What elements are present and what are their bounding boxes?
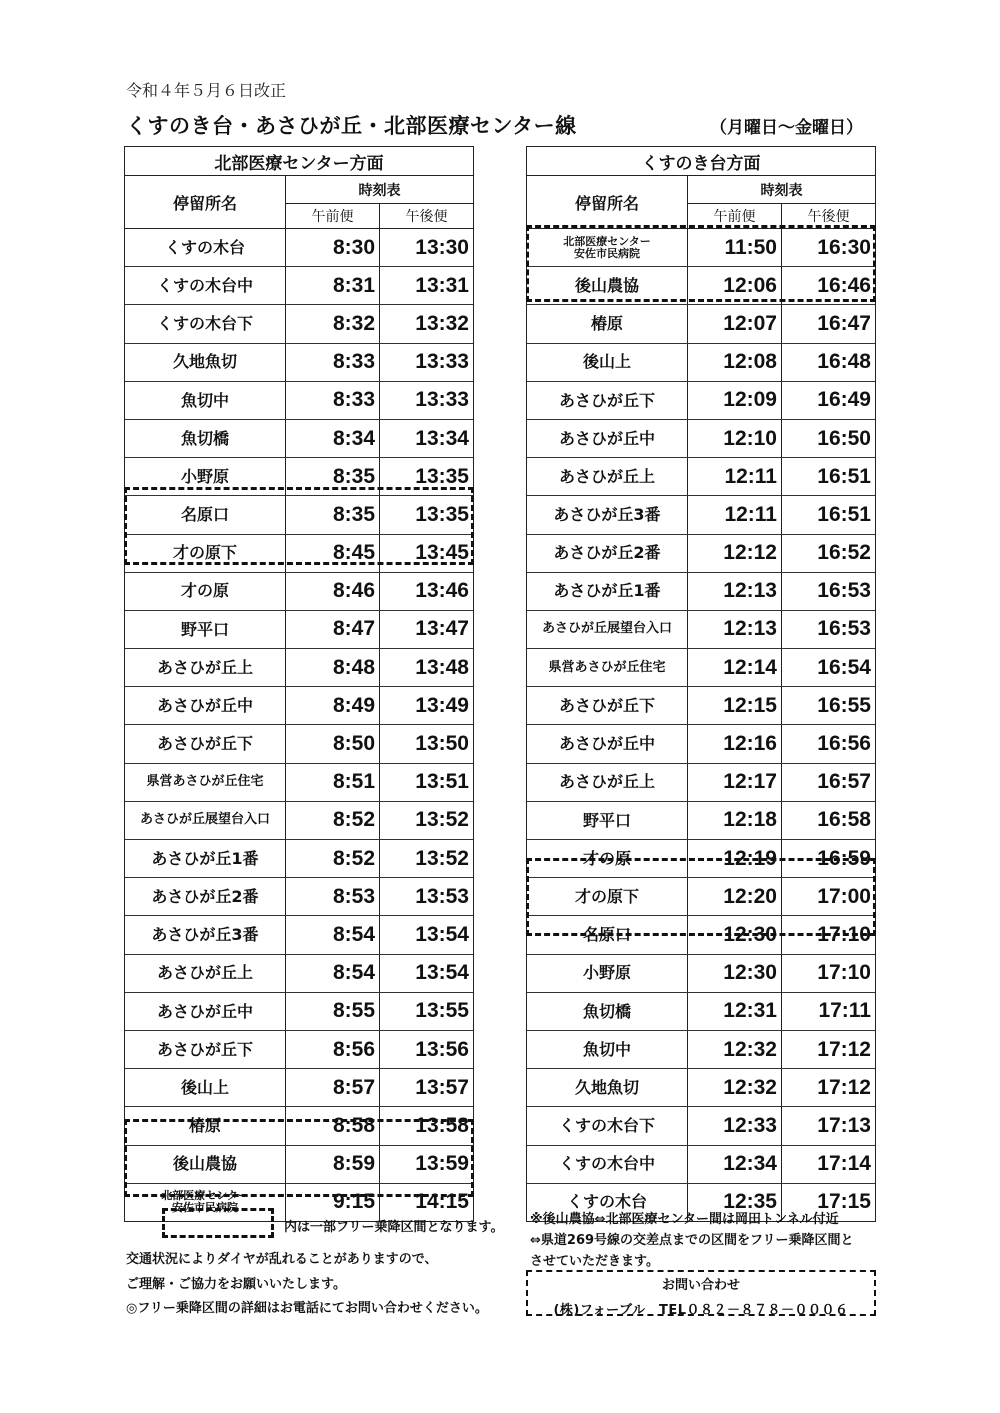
stop-name: あさひが丘1番	[527, 573, 688, 610]
stop-name: あさひが丘下	[527, 687, 688, 724]
am-departure-time: 8:53	[286, 878, 380, 915]
pm-departure-time: 17:12	[817, 1037, 871, 1061]
pm-departure-time: 13:35	[415, 464, 469, 488]
pm-header: 午後便	[405, 209, 448, 225]
stop-name: あさひが丘上	[125, 955, 286, 992]
am-departure-time: 8:30	[286, 229, 380, 266]
stop-name: 椿原	[125, 1107, 286, 1144]
stop-name-header: 停留所名	[125, 176, 286, 228]
am-departure-time: 12:11	[688, 496, 782, 533]
table-row	[527, 764, 875, 802]
stop-name: あさひが丘3番	[527, 496, 688, 533]
pm-departure-time: 13:35	[415, 502, 469, 526]
table-row	[527, 573, 875, 611]
am-departure-time: 12:06	[688, 267, 782, 304]
pm-departure-time: 16:51	[817, 464, 871, 488]
am-departure-time: 8:58	[286, 1107, 380, 1144]
table-row	[527, 687, 875, 725]
stop-name: 椿原	[527, 305, 688, 342]
pm-departure-time: 13:49	[415, 693, 469, 717]
table-row	[125, 802, 473, 840]
table-row	[527, 611, 875, 649]
table-row	[125, 878, 473, 916]
am-departure-time: 12:11	[688, 458, 782, 495]
stop-name: 県営あさひが丘住宅	[125, 764, 286, 801]
stop-name: 後山農協	[125, 1146, 286, 1183]
pm-departure-time: 16:53	[817, 617, 871, 641]
pm-departure-time: 13:53	[415, 884, 469, 908]
table-row	[125, 1069, 473, 1107]
am-departure-time: 8:52	[286, 840, 380, 877]
pm-departure-time: 13:32	[415, 311, 469, 335]
stop-name: あさひが丘中	[527, 420, 688, 457]
table-row	[527, 267, 875, 305]
direction-heading: くすのき台方面	[527, 147, 875, 176]
am-departure-time: 12:32	[688, 1069, 782, 1106]
stop-name: 小野原	[527, 955, 688, 992]
stop-name: くすの木台	[527, 1184, 688, 1221]
am-departure-time: 12:31	[688, 993, 782, 1030]
column-headers	[125, 176, 473, 229]
pm-departure-time: 16:56	[817, 732, 871, 756]
note-line: ご理解・ご協力をお願いいたします。	[126, 1277, 346, 1292]
stop-name: あさひが丘中	[125, 993, 286, 1030]
am-departure-time: 8:52	[286, 802, 380, 839]
table-row	[527, 496, 875, 534]
table-row	[527, 1069, 875, 1107]
am-departure-time: 12:14	[688, 649, 782, 686]
am-departure-time: 12:30	[688, 916, 782, 953]
pm-departure-time: 13:33	[415, 350, 469, 374]
stop-name: あさひが丘下	[125, 1031, 286, 1068]
pm-departure-time: 16:47	[817, 311, 871, 335]
stop-name: 久地魚切	[125, 344, 286, 381]
direction-heading: 北部医療センター方面	[125, 147, 473, 176]
pm-departure-time: 17:00	[817, 884, 871, 908]
free-zone-note: させていただきます。	[530, 1254, 659, 1269]
am-departure-time: 8:46	[286, 573, 380, 610]
free-zone-note: ⇔県道269号線の交差点までの区間をフリー乗降区間と	[530, 1233, 854, 1248]
am-departure-time: 8:55	[286, 993, 380, 1030]
table-row	[125, 993, 473, 1031]
table-row	[125, 955, 473, 993]
pm-departure-time: 13:59	[415, 1152, 469, 1176]
timetable-header-group	[286, 176, 473, 228]
pm-departure-time: 17:14	[817, 1152, 871, 1176]
stop-name: 才の原	[527, 840, 688, 877]
table-row	[527, 1107, 875, 1145]
pm-header: 午後便	[807, 209, 850, 225]
stop-name: 魚切中	[125, 382, 286, 419]
am-departure-time: 8:45	[286, 535, 380, 572]
pm-departure-time: 13:55	[415, 999, 469, 1023]
pm-departure-time: 13:46	[415, 579, 469, 603]
pm-departure-time: 13:52	[415, 808, 469, 832]
pm-departure-time: 16:53	[817, 579, 871, 603]
pm-departure-time: 13:30	[415, 235, 469, 259]
table-row	[125, 1146, 473, 1184]
pm-departure-time: 13:52	[415, 846, 469, 870]
pm-departure-time: 17:12	[817, 1075, 871, 1099]
am-departure-time: 12:09	[688, 382, 782, 419]
am-departure-time: 12:07	[688, 305, 782, 342]
pm-departure-time: 16:48	[817, 350, 871, 374]
table-row	[527, 344, 875, 382]
stop-name: 久地魚切	[527, 1069, 688, 1106]
table-rows	[527, 229, 875, 1221]
am-departure-time: 12:17	[688, 764, 782, 801]
stop-name: あさひが丘上	[527, 458, 688, 495]
pm-departure-time: 17:10	[817, 922, 871, 946]
operating-days: （月曜日～金曜日）	[710, 118, 863, 138]
am-header: 午前便	[286, 204, 380, 228]
pm-departure-time: 13:47	[415, 617, 469, 641]
stop-name: 野平口	[527, 802, 688, 839]
stop-name: 後山農協	[527, 267, 688, 304]
am-departure-time: 12:30	[688, 955, 782, 992]
am-departure-time: 8:48	[286, 649, 380, 686]
stop-name: 才の原下	[125, 535, 286, 572]
am-departure-time: 12:08	[688, 344, 782, 381]
table-row	[125, 687, 473, 725]
stop-name: 北部医療センター 安佐市民病院	[125, 1184, 286, 1221]
am-departure-time: 12:20	[688, 878, 782, 915]
am-departure-time: 12:19	[688, 840, 782, 877]
stop-name: 県営あさひが丘住宅	[527, 649, 688, 686]
am-departure-time: 11:50	[688, 229, 782, 266]
timetable-header: 時刻表	[688, 176, 875, 204]
pm-departure-time: 16:50	[817, 426, 871, 450]
am-departure-time: 8:47	[286, 611, 380, 648]
table-row	[125, 725, 473, 763]
am-departure-time: 8:32	[286, 305, 380, 342]
am-departure-time: 12:18	[688, 802, 782, 839]
stop-name: あさひが丘下	[527, 382, 688, 419]
am-departure-time: 8:56	[286, 1031, 380, 1068]
am-departure-time: 8:57	[286, 1069, 380, 1106]
pm-departure-time: 13:31	[415, 273, 469, 297]
timetable-outbound	[124, 146, 474, 1222]
table-row	[125, 535, 473, 573]
table-row	[527, 955, 875, 993]
am-departure-time: 12:33	[688, 1107, 782, 1144]
table-row	[125, 764, 473, 802]
pm-departure-time: 13:54	[415, 922, 469, 946]
stop-name: くすの木台下	[527, 1107, 688, 1144]
am-departure-time: 12:13	[688, 573, 782, 610]
pm-departure-time: 17:15	[817, 1190, 871, 1214]
am-departure-time: 8:31	[286, 267, 380, 304]
am-departure-time: 8:54	[286, 916, 380, 953]
stop-name: 才の原下	[527, 878, 688, 915]
revision-date: 令和４年５月６日改正	[126, 81, 287, 100]
table-row	[527, 458, 875, 496]
stop-name: あさひが丘下	[125, 725, 286, 762]
timetable-inbound	[526, 146, 876, 1222]
pm-departure-time: 13:48	[415, 655, 469, 679]
contact-box	[526, 1270, 876, 1316]
pm-departure-time: 13:45	[415, 541, 469, 565]
stop-name: あさひが丘展望台入口	[125, 802, 286, 839]
stop-name-header: 停留所名	[527, 176, 688, 228]
table-row	[527, 229, 875, 267]
table-row	[527, 878, 875, 916]
am-departure-time: 12:35	[688, 1184, 782, 1221]
stop-name: 野平口	[125, 611, 286, 648]
stop-name: くすの木台	[125, 229, 286, 266]
pm-departure-time: 16:52	[817, 541, 871, 565]
am-departure-time: 12:13	[688, 611, 782, 648]
stop-name: あさひが丘展望台入口	[527, 611, 688, 648]
am-departure-time: 12:34	[688, 1146, 782, 1183]
am-departure-time: 8:35	[286, 458, 380, 495]
table-row	[125, 649, 473, 687]
table-row	[125, 267, 473, 305]
table-rows	[125, 229, 473, 1221]
stop-name: 北部医療センター 安佐市民病院	[527, 229, 688, 266]
pm-departure-time: 13:57	[415, 1075, 469, 1099]
table-row	[527, 840, 875, 878]
timetable-header: 時刻表	[286, 176, 473, 204]
note-line: ◎フリー乗降区間の詳細はお電話にてお問い合わせください。	[126, 1301, 488, 1316]
table-row	[125, 458, 473, 496]
table-row	[527, 305, 875, 343]
table-row	[125, 1031, 473, 1069]
pm-departure-time: 16:46	[817, 273, 871, 297]
am-header: 午前便	[688, 204, 782, 228]
am-departure-time: 8:33	[286, 382, 380, 419]
table-row	[125, 229, 473, 267]
am-departure-time: 8:59	[286, 1146, 380, 1183]
stop-name: 才の原	[125, 573, 286, 610]
stop-name: あさひが丘上	[125, 649, 286, 686]
table-row	[125, 611, 473, 649]
column-headers	[527, 176, 875, 229]
contact-phone[interactable]: (株)フォーブル TEL０８２－８７８－０００６	[553, 1303, 849, 1318]
pm-departure-time: 13:58	[415, 1113, 469, 1137]
stop-name: あさひが丘1番	[125, 840, 286, 877]
table-row	[125, 344, 473, 382]
am-departure-time: 8:34	[286, 420, 380, 457]
pm-departure-time: 17:10	[817, 961, 871, 985]
am-departure-time: 8:54	[286, 955, 380, 992]
table-row	[527, 382, 875, 420]
pm-departure-time: 13:54	[415, 961, 469, 985]
table-row	[527, 649, 875, 687]
am-departure-time: 9:15	[286, 1184, 380, 1221]
table-row	[527, 802, 875, 840]
stop-name: 小野原	[125, 458, 286, 495]
stop-name: くすの木台中	[527, 1146, 688, 1183]
pm-departure-time: 16:55	[817, 693, 871, 717]
am-departure-time: 12:16	[688, 725, 782, 762]
stop-name: くすの木台下	[125, 305, 286, 342]
table-row	[527, 993, 875, 1031]
stop-name: 後山上	[527, 344, 688, 381]
table-row	[125, 573, 473, 611]
stop-name: 後山上	[125, 1069, 286, 1106]
am-departure-time: 8:50	[286, 725, 380, 762]
pm-departure-time: 16:30	[817, 235, 871, 259]
table-row	[527, 420, 875, 458]
am-departure-time: 12:15	[688, 687, 782, 724]
table-row	[125, 916, 473, 954]
table-row	[125, 840, 473, 878]
pm-departure-time: 16:57	[817, 770, 871, 794]
pm-departure-time: 17:13	[817, 1113, 871, 1137]
table-row	[125, 305, 473, 343]
am-departure-time: 8:35	[286, 496, 380, 533]
table-row	[527, 1146, 875, 1184]
am-departure-time: 12:10	[688, 420, 782, 457]
table-row	[527, 1031, 875, 1069]
pm-departure-time: 16:54	[817, 655, 871, 679]
pm-departure-time: 13:51	[415, 770, 469, 794]
stop-name: あさひが丘中	[125, 687, 286, 724]
timetable-header-group	[688, 176, 875, 228]
stop-name: あさひが丘2番	[125, 878, 286, 915]
table-row	[125, 496, 473, 534]
stop-name: 魚切橋	[125, 420, 286, 457]
pm-departure-time: 16:49	[817, 388, 871, 412]
stop-name: あさひが丘3番	[125, 916, 286, 953]
table-row	[527, 725, 875, 763]
am-departure-time: 12:32	[688, 1031, 782, 1068]
route-title: くすのき台・あさひが丘・北部医療センター線	[126, 114, 577, 138]
table-row	[125, 420, 473, 458]
free-zone-note: ※後山農協⇔北部医療センター間は岡田トンネル付近	[530, 1212, 839, 1227]
note-line: 交通状況によりダイヤが乱れることがありますので、	[126, 1252, 438, 1267]
pm-departure-time: 16:51	[817, 502, 871, 526]
am-departure-time: 12:12	[688, 535, 782, 572]
legend-text: 内は一部フリー乗降区間となります。	[284, 1220, 504, 1235]
pm-departure-time: 13:56	[415, 1037, 469, 1061]
stop-name: あさひが丘上	[527, 764, 688, 801]
pm-departure-time: 14:15	[415, 1190, 469, 1214]
pm-departure-time: 13:50	[415, 732, 469, 756]
table-row	[527, 916, 875, 954]
legend-dashed-box	[162, 1208, 274, 1238]
stop-name: あさひが丘2番	[527, 535, 688, 572]
stop-name: 魚切中	[527, 1031, 688, 1068]
pm-departure-time: 13:34	[415, 426, 469, 450]
pm-departure-time: 16:59	[817, 846, 871, 870]
table-row	[527, 535, 875, 573]
am-departure-time: 8:33	[286, 344, 380, 381]
pm-departure-time: 17:11	[818, 999, 871, 1023]
table-row	[125, 1107, 473, 1145]
stop-name: 魚切橋	[527, 993, 688, 1030]
stop-name: 名原口	[527, 916, 688, 953]
table-row	[125, 382, 473, 420]
stop-name: くすの木台中	[125, 267, 286, 304]
pm-departure-time: 13:33	[415, 388, 469, 412]
am-departure-time: 8:49	[286, 687, 380, 724]
stop-name: あさひが丘中	[527, 725, 688, 762]
stop-name: 名原口	[125, 496, 286, 533]
pm-departure-time: 16:58	[817, 808, 871, 832]
am-departure-time: 8:51	[286, 764, 380, 801]
contact-title: お問い合わせ	[661, 1278, 740, 1293]
